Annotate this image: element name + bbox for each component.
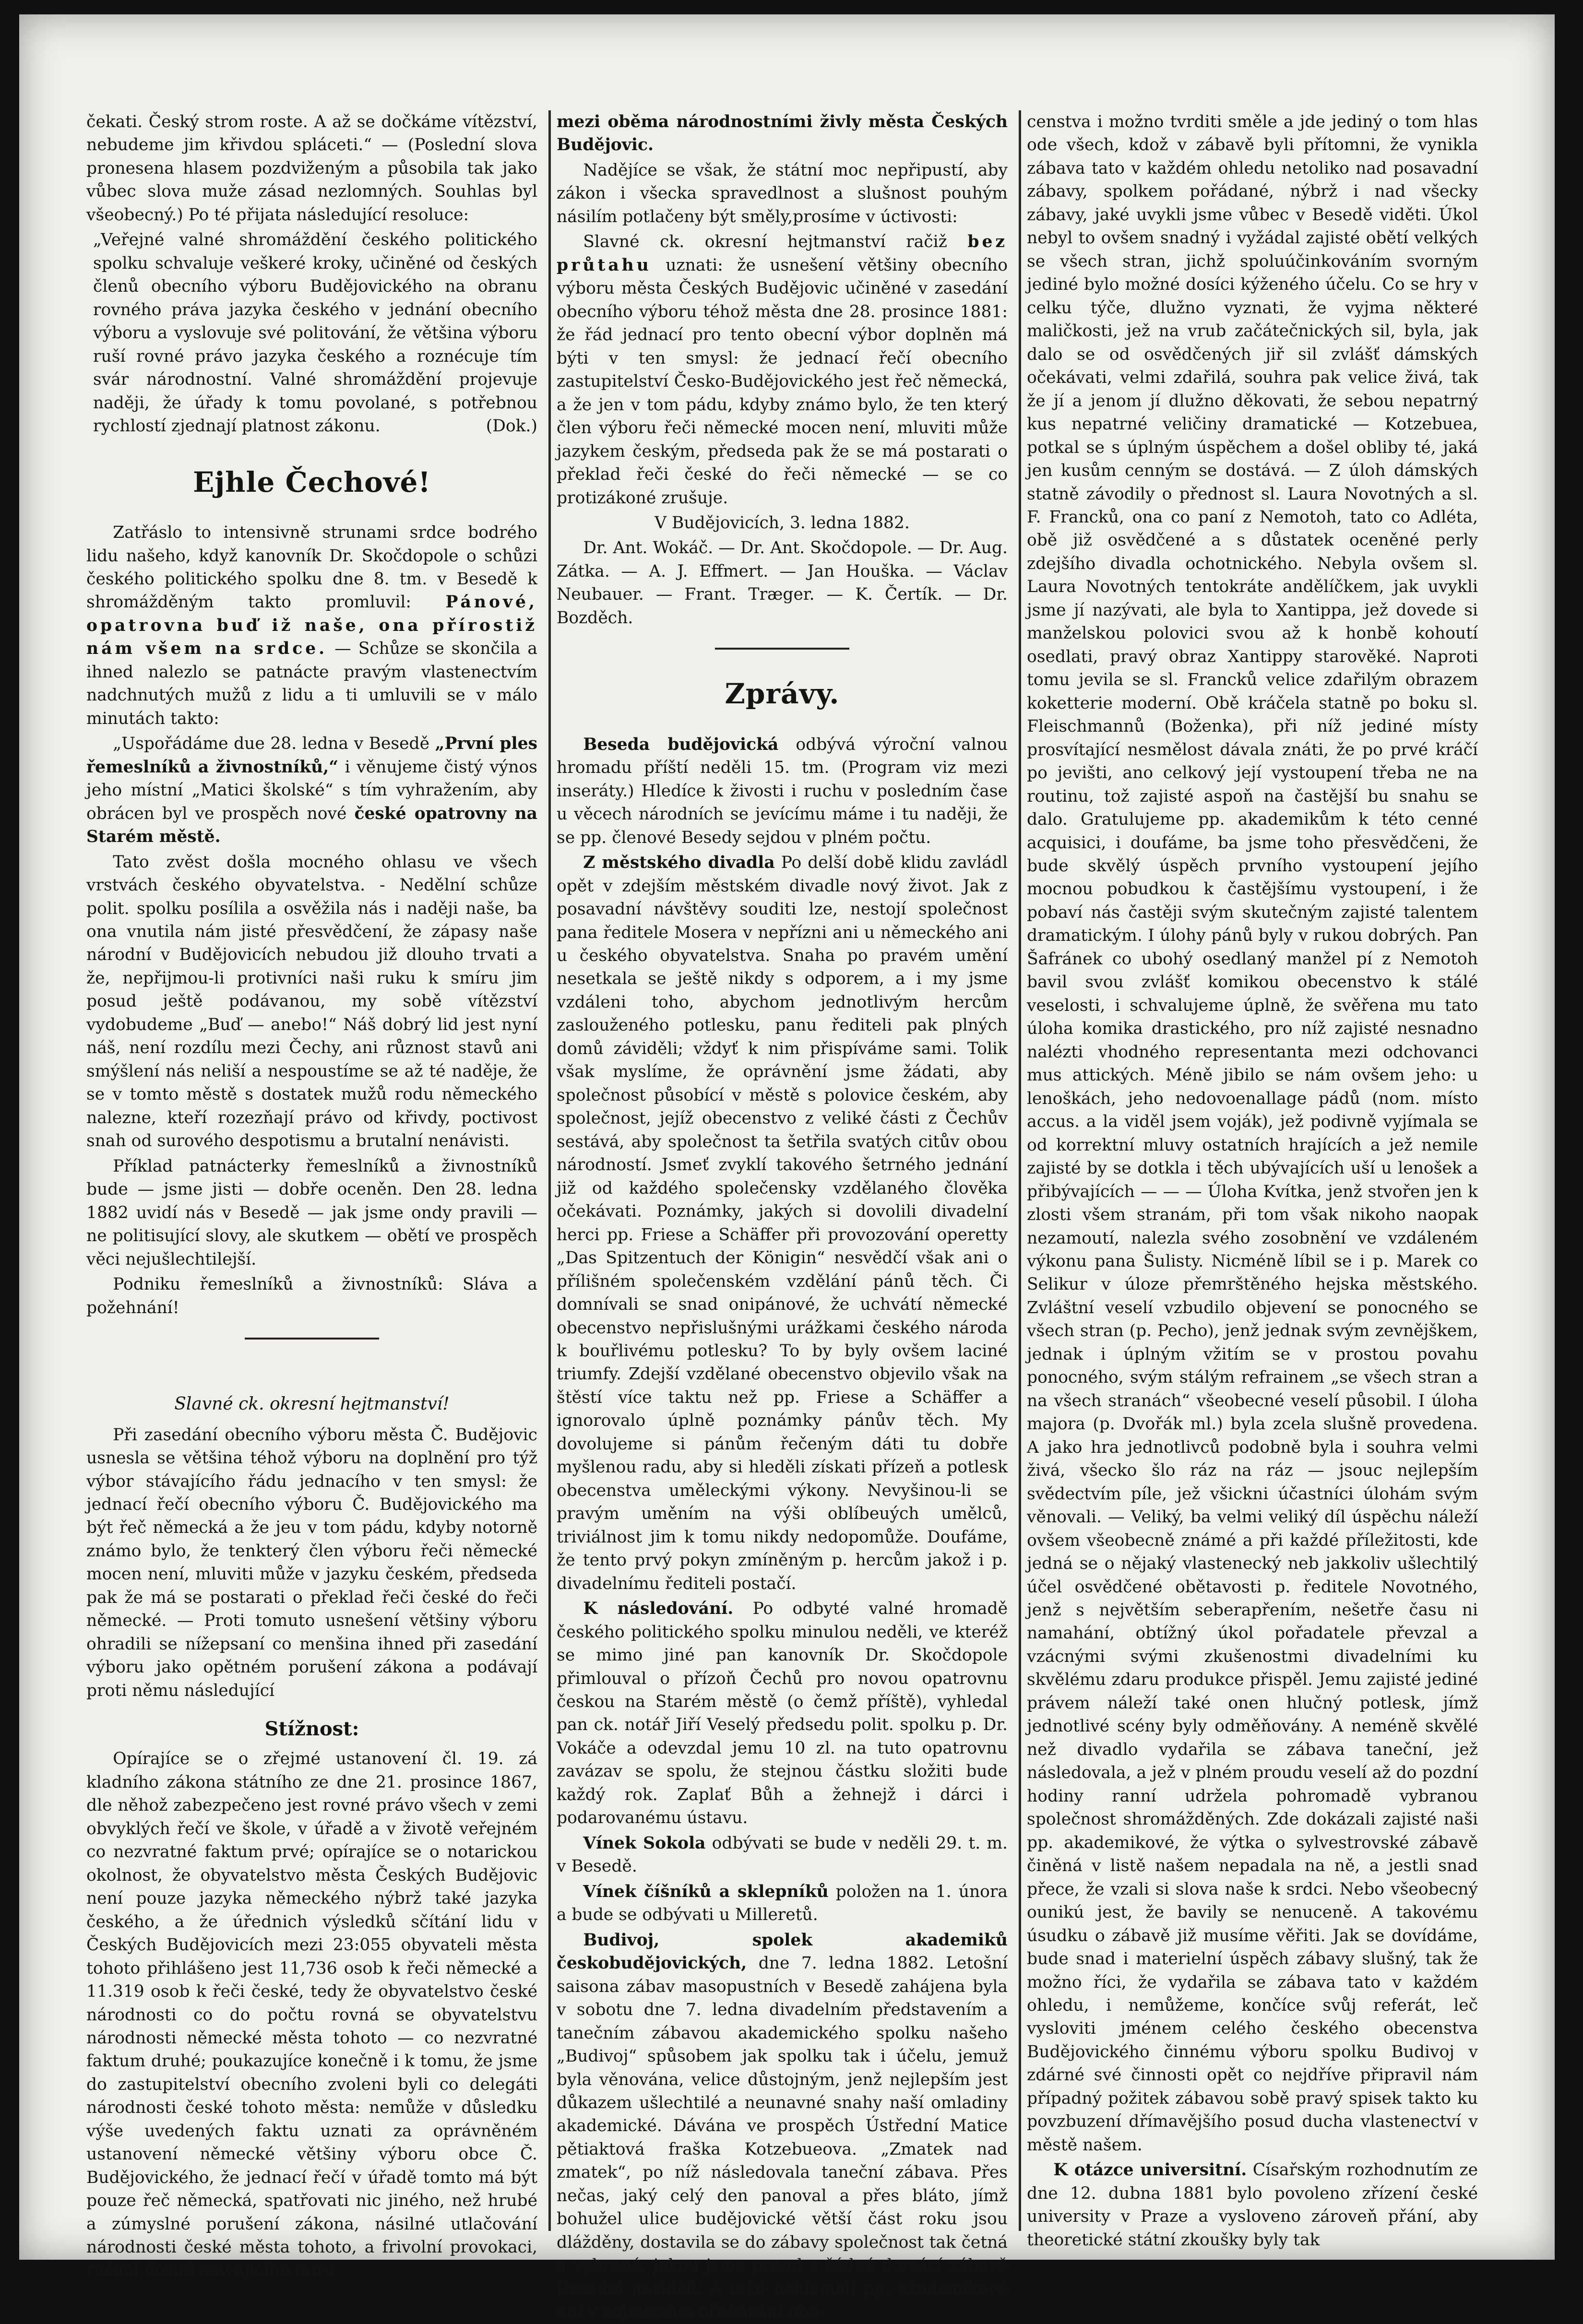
news-text: Po delší době klidu zavládl opět v zdejším městském divadle nový život. Jak z posavadní návštěvy souditi lze, nestojí společnost pana ředitele Mosera v nepřízni ani u německého ani u českého obyvatelstva. Snaha po pravém umění nesetkala se ještě nikdy s odporem, a i my jsme vzdáleni toho, abychom jednotlivým hercům zaslouženého potlesku, panu řediteli pak plných domů záviděli; vždyť k nim přispíváme sami. Tolik však myslíme, že oprávnění jsme žádati, aby společnost působící v městě s polovice českém, aby společnost, jejíž obecenstvo z veliké části z Čechův sestává, aby společnost ta šetřila svatých citův obou národností. Jsmeť zvyklí takového šetrného jednání již od každého společensky vzdělaného člověka očekávati. Poznámky, jakých si dovolili divadelní herci pp. Friese a Schäffer při provozování operetty „Das Spitzentuch der Königin“ nesvědčí však ani o přílišném společenském vzdělání pánů těch. Či domnívali se snad onipánové, že uchvátí německé obecenstvo nepřislušnými urážkami českého národa k bouřlivému potlesku? To by byly ovšem laciné triumfy. Zdejší vzdělané obecenstvo objevilo však na štěstí více taktu než pp. Friese a Schäffer a ignorovalo úplně poznámky pánův těch. My dovolujeme si pánům řečeným dáti tu dobře myšlenou radu, aby si hleděli získati přízeň a potlesk obecenstva uměleckými výkony. Nevyšinou-li se pravým uměním na výši oblíbeuých umělců, triviálnost jim k tomu nikdy nedopomůže. Doufáme, že tento prvý pokyn zmíněným p. hercům jakož i p. divadelnímu řediteli postačí. xyxy=(557,853,1008,1593)
news-item xyxy=(1027,2158,1478,2252)
article-heading: Ejhle Čechové! xyxy=(193,465,431,498)
news-text: Po odbyté valné hromadě českého politického spolku minulou neděli, ve kteréž se mimo jiné pan kanovník Dr. Skočdopole přimlouval o přízoň Čechů pro novou opatrovnu českou na Starém městě (o čemž příště), vyhledal pan ck. notář Jiří Veselý předsedu polit. spolku p. Dr. Vokáče a odevzdal jemu 10 zl. na tuto opatrovnu zavázav se spolu, že stejnou částku složiti bude každý rok. Zaplať Bůh a žehnejž i dárci i podarovanému ústavu. xyxy=(557,1599,1008,1828)
paragraph xyxy=(86,732,537,848)
emphasized-text: české opatrovny na Starém městě. xyxy=(86,804,537,847)
paragraph: Nadějíce se však, že státní moc nepřipustí, aby zákon i všecka spravedlnost a slušnost pouhým násilím potlačeny být směly,prosíme v úctivosti: xyxy=(557,160,1008,226)
section-heading: Zprávy. xyxy=(725,677,840,711)
column-divider xyxy=(1019,110,1021,2231)
news-text: odbývá výroční valnou hromadu příští neděli 15. tm. (Program viz mezi inseráty.) Hledíce k živosti i ruchu v posledním čase u věcech národních se jevícímu máme i tu naději, že se pp. členové Besedy sejdou v plném počtu. xyxy=(557,735,1008,847)
section-title: Slavné ck. okresní hejtmanství! xyxy=(174,1394,450,1414)
resolution-body: „Veřejné valné shromáždění českého politického spolku schvaluje veškeré kroky, učiněné od českých členů obecního výboru Budějovického na obranu rovného práva jazyka českého v jednání obecního výboru a vyslovuje své politování, že většina výboru ruší rovné právo jazyka českého a roznécuje tím svár národnostní. Valné shromáždění projevuje naději, že úřady k tomu povolané, s potřebnou rychlostí zjednají platnost zákonu. xyxy=(93,230,537,436)
news-item xyxy=(557,733,1008,849)
paragraph: čekati. Český strom roste. A až se dočkáme vítězství, nebudeme jim křivdou spláceti.“ — (Poslední slova pronesena hlasem pozdviženým a působila tak jako vůbec slova muže zásad nezlomných. Souhlas byl všeobecný.) Po té přijata následující resoluce: xyxy=(86,112,537,225)
news-text: Císařským rozhodnutím ze dne 12. dubna 1881 bylo povoleno zřízení české university v Praze a vysloveno zároveň přání, aby theoretické státní zkoušky byly tak xyxy=(1027,2160,1478,2250)
resolution-text xyxy=(86,228,537,438)
paragraph xyxy=(86,521,537,730)
news-item xyxy=(557,1832,1008,1878)
news-text: položen na 1. února a bude se odbývati u Milleretů. xyxy=(557,1882,1008,1925)
signatories: Dr. Ant. Wokáč. — Dr. Ant. Skočdopole. — Dr. Aug. Zátka. — A. J. Effmert. — Jan Houška. — Václav Neubauer. — Frant. Træger. — K. Čertík. — Dr. Bozděch. xyxy=(557,538,1008,628)
news-item xyxy=(557,1597,1008,1830)
news-text: dne 7. ledna 1882. Letošní saisona zábav masopustních v Besedě zahájena byla v sobotu dne 7. ledna divadelním představením a tanečním zábavou akademického spolku našeho „Budivoj“ spůsobem jak spolku tak i účelu, jemuž byla věnována, velice důstojným, jenž nejlepším jest důkazem ušlechtilé a neunavné snahy naší omladiny akademické. Dávána ve prospěch Ústřední Matice pětiaktová fraška Kotzebueova. „Zmatek nad zmatek“, po níž následovala taneční zábava. Přes nečas, jaký celý den panoval a přes bláto, jímž bohužel ulice budějovické větší část roku jsou dlážděny, dostavila se do zábavy společnost tak četná a vybraná, jakou jsme posud z žádné domácí zábavě Besední neviděli. A také neklamali pp. akademikové ani v nejmenším očekávání obe- xyxy=(557,1954,1008,2322)
news-item xyxy=(557,1929,1008,2324)
paragraph-text: „Uspořádáme due 28. ledna v Besedě xyxy=(113,734,430,754)
event-title: „První ples řemeslníků a živnostníků,“ xyxy=(86,734,537,777)
news-title: K otázce universitní. xyxy=(1053,2160,1247,2180)
separator-rule xyxy=(715,648,849,650)
newspaper-page xyxy=(19,14,1555,2322)
paragraph-text: i věnujeme čistý výnos jeho místní „Matici školské“ s tím vyhražením, aby obrácen byl ve prospěch nové xyxy=(86,757,537,823)
continuation-note: (Dok.) xyxy=(486,416,537,436)
emphasized-quote: Pánové, opatrovna buď iž naše, ona přírostiž nám všem na srdce. xyxy=(86,593,538,659)
paragraph-text: Zatřáslo to intensivně strunami srdce bodrého lidu našeho, když kanovník Dr. Skočdopole o schůzi českého politického spolku dne 8. tm. v Besedě k shromážděným takto promluvil: xyxy=(86,523,537,612)
news-title: Beseda budějovická xyxy=(583,735,779,754)
news-item xyxy=(557,1880,1008,1927)
news-title: K následování. xyxy=(583,1599,734,1619)
news-item xyxy=(557,851,1008,1595)
paragraph: Opírajíce se o zřejmé ustanovení čl. 19. zá kladního zákona státního ze dne 21. prosince 1867, dle něhož zabezpečeno jest rovné právo všech v zemi obvyklých řečí ve škole, v úřadě a v životě veřejném co nezvratné faktum prvé; opírajíce se o notarickou okolnost, že obyvatelstvo města Českých Budějovic není pouze jazyka německého nýbrž také jazyka českého, a že úřednich výsledků sčítání lidu v Českých Budějovicích mezi 23:055 obyvateli města tohoto přihlášeno jest 11,736 osob k řeči německé a 11.319 osob k řeči české, tedy že obyvatelstvo české národnosti co do počtu rovná se obyvatelstvu národnosti německé města tohoto — co nezvratné faktum druhé; poukazujíce konečně i k tomu, že jsme do zastupitelství obecního zvoleni byli co delegáti národnosti české tohoto města: nemůže v důsledku výše uvedených faktu uznati za oprávněném ustanovení německé většiny výboru obce Č. Budějovického, že jednací řečí v úřadě tomto má být pouze řeč německá, spatřovati nic jiného, než hrubé a zúmyslné porušení zákona, násilné utlačování národnosti české města tohoto, a frivolní provokaci, rušení dosud stávajícího míru xyxy=(86,1749,537,2280)
paragraph-text: uznati: že usnešení většiny obecního výboru města Českých Budějovic učiněné v zasedání obecního výboru téhož města dne 28. prosince 1881: že řád jednací pro tento obecní výbor doplněn má býti v ten smysl: že jednací řečí obecního zastupitelství Česko-Budějovického jest řeč německá, a že jen v tom pádu, kdyby známo bylo, že ten který člen výboru řeči německé mocen není, mluviti může jazykem českým, předseda pak že se má postarati o překlad řeči české do řeči německé — se co protizákoné zrušuje. xyxy=(557,255,1008,508)
news-text: odbývati se bude v neděli 29. t. m. v Besedě. xyxy=(557,1833,1008,1876)
news-title: Z městského divadla xyxy=(583,853,775,873)
emphasized-text: bez průtahu xyxy=(557,232,1008,275)
place-and-date: V Budějovicích, 3. ledna 1882. xyxy=(655,513,910,533)
column-divider xyxy=(548,110,551,2231)
news-title: Vínek Sokola xyxy=(583,1833,706,1853)
paragraph: Tato zvěst došla mocného ohlasu ve všech vrstvách českého obyvatelstva. - Nedělní schůze polit. spolku posílila a osvěžila nás i naději naše, ba ona vnutila nám jisté přesvědčení, že zápasy naše národní v Budějovicích nebudou již dlouho trvati a že, nepřijmou-li protivníci naši ruku k smíru jim posud ještě podávanou, my sobě vítězství vydobudeme „Buď — anebo!“ Náš dobrý lid jest nyní náš, není rozdílu mezi Čechy, ani různost stavů ani smýšlení nás neliší a nespoustíme se až té naděje, že se v tomto městě s dostatek mužů rodu německého nalezne, kteří rozezňají právo od křivdy, poctivost snah od surového despotismu a brutalní nenávisti. xyxy=(86,852,537,1151)
separator-rule xyxy=(245,1338,379,1340)
subheading: Stížnost: xyxy=(264,1718,359,1741)
news-title: Vínek číšníků a sklepníků xyxy=(583,1882,829,1901)
paragraph: Při zasedání obecního výboru města Č. Budějovic usnesla se většina téhož výboru na doplnění pro týž výbor stávajícího řádu jednacího v ten smysl: že jednací řečí obecního výboru Č. Budějovického ma být řeč německá a že jeu v tom pádu, kdyby notorně známo bylo, že tenkterý člen výboru řeči německé mocen není, mluviti může v jazyku českém, předseda pak že má se postarati o překlad řeči české do řeči německé. — Proti tomuto usnešení většiny výboru ohradili se nížepsaní co menšina ihned při zasedání výboru jako opětném porušení zákona a podávají proti němu následující xyxy=(86,1425,537,1700)
paragraph: mezi oběma národnostními živly města Českých Budějovic. xyxy=(557,112,1008,155)
column-2 xyxy=(557,110,1008,2322)
column-1 xyxy=(86,110,538,2280)
paragraph-text: Slavné ck. okresní hejtmanství račiž xyxy=(583,232,947,252)
paragraph xyxy=(557,230,1008,510)
column-3 xyxy=(1027,110,1478,2250)
news-title: Budivoj, spolek akademiků českobudějovických, xyxy=(557,1930,1008,1973)
paragraph: censtva i možno tvrditi směle a jde jediný o tom hlas ode všech, kdož v zábavě byli přítomni, že vynikla zábava tato v každém ohledu netoliko nad posavadní zábavy, spolkem pořádané, nýbrž i nad všecky zábavy, jaké uvykli jsme vůbec v Besedě viděti. Úkol nebyl to ovšem snadný i vyžádal zajisté obětí velkých se všech stran, jichž spoluúčinkováním svorným jediné bylo možné dosíci kýženého účelu. Co se hry v celku týče, dlužno vyznati, že vyjma některé maličkosti, jež na vrub začátečnických sil, byla, jak dalo se od osvědčených jiř sil zvlášť dámských očekávati, velmi zdařilá, souhra pak velice živá, tak že jí a jenom jí dlužno děkovati, že sebou nepatrný kus nepatrné veličiny dramatické — Kotzebuea, potkal se s úplným úspěchem a došel obliby té, jaká jen kusům cenným se dostává. — Z úloh dámských statně závodily o přednost sl. Laura Novotných a sl. F. Francků, ona co paní z Nemotoh, tato co Adléta, obě již osvědčené a s důstatek oceněné perly zdejšího divadla ochotnického. Nebyla ovšem sl. Laura Novotných tentokráte andělíčkem, jak uvykli jsme jí nazývati, ale byla to Xantippa, jež dovede si manželskou polovici svou až k honbě kohoutí osedlati, pravý obraz Xantippy starověké. Naproti tomu jevila se sl. Francků velice zdařilým obrazem koketterie moderní. Obě kráčela statně po boku sl. Fleischmannů (Boženka), při níž jediné místy prosvítající nesmělost dávala znáti, že po prvé kráčí po jevišti, ano celkový její vystoupení třeba ne na routinu, tož zajisté aspoň na častější bu snahu se dalo. Gratulujeme pp. akademikům k této cenné acquisici, i doufáme, ba jsme toho přesvědčeni, že bude skvělý úspěch prvního vystoupení jejího mocnou pobudkou k častějšímu vystoupení, i že pobaví nás častěji svým skutečným zajisté talentem dramatickým. I úlohy pánů byly v rukou dobrých. Pan Šafránek co ubohý osedlaný manžel pí z Nemotoh bavil svou zvlášť komikou obecenstvo k stálé veselosti, i schvalujeme úplně, že svěřena mu tato úloha komika drastického, pro níž zajisté nesnadno nalézti vhodného representanta mezi odchovanci mus attických. Méně jibilo se nám ovšem jeho: u lenoškách, jeho nedovoenallage pádů (nom. místo accus. a la viděl jsem voják), jež podivně vyjímala se od korrektní mluvy ostatních hrajících a jež nemile zajisté by se dotkla i těch ubývajících uší u lenošek a přibývajících — — — Úloha Kvítka, jenž stvořen jen k zlosti všem stranám, při tom však nikoho naopak nezamoutí, nalezla svého zosobnění ve vzdáleném výkonu pana Šulisty. Nicméně líbil se i p. Marek co Selikur v úloze přemrštěného hejska městského. Zvláštní veselí vzbudilo objevení se ponocného se všech stran (p. Pecho), jenž jednak svým zevnějškem, jednak i úplným vžitím se v prostou povahu ponocného, svým stálým refrainem „se všech stran a na všech stranách“ všeobecné veselí působil. I úloha majora (p. Dvořák ml.) byla zcela slušně provedena. A jako hra jednotlivců podobně byla i souhra velmi živá, všecko šlo ráz na ráz — jsouc nejlepším svědectvím píle, jež všickni účastníci úlohám svým věnovali. — Veliký, ba velmi veliký díl úspěchu náleží ovšem všeobecně známé a při každé příležitosti, kde jedná se o nějaký vlastenecký neb jakkoliv ušlechtilý účel osvědčené obětavosti p. ředitele Novotného, jenž s největším seberapřením, nešetře času ni namahání, obtížný úkol pořadatele převzal a vzácnými svými zkušenostmi divadelními ku skvělému zdaru produkce přispěl. Jemu zajisté jediné právem náleží také onen hlučný potlesk, jímž jednotlivé scény byly odměňovány. A neméně skvělé než divadlo vydařila se zábava taneční, jež následovala, a jež v plném proudu veselí až do pozdní hodiny ranní udržela pohromadě vybranou společnost shromážděných. Zde dokázali zajisté naši pp. akademikové, že výtka o sylvestrovské zábavě činěná v listě našem nepadala na ně, a jestli snad přece, že vzali si slova naše k srdci. Nebo všeobecný ounikú jest, že bavily se nenuceně. A takovému úsudku o zábavě již musíme věřiti. Jak se dovídáme, bude snad i materielní úspěch zábavy slušný, tak že možno říci, že vydařila se zábava tato v každém ohledu, i nemůžeme, končíce svůj referát, leč vysloviti jménem celého českého obecenstva Budějovického činnému výboru spolku Budivoj v zdárné své činnosti opět co nejdříve připravil nám případný požitek zábavou sobě pravý spisek takto ku povzbuzení dřímavějšího posud ducha vlastenectví v městě našem. xyxy=(1027,112,1478,2155)
paragraph-text: — Schůze se skončila a ihned nalezlo se patnácte pravým vlastenectvím nadchnutých mužů z lidu a ti umluvili se v málo minutách takto: xyxy=(86,639,538,728)
paragraph: Podniku řemeslníků a živnostníků: Sláva a požehnání! xyxy=(86,1275,537,1317)
paragraph: Příklad patnácterky řemeslníků a živnostníků bude — jsme jisti — dobře oceněn. Den 28. ledna 1882 uvidí nás v Besedě — jak jsme ondy pravili — ne politisující slovy, ale skutkem — obětí ve prospěch věci nejušlechtilejší. xyxy=(86,1156,537,1269)
